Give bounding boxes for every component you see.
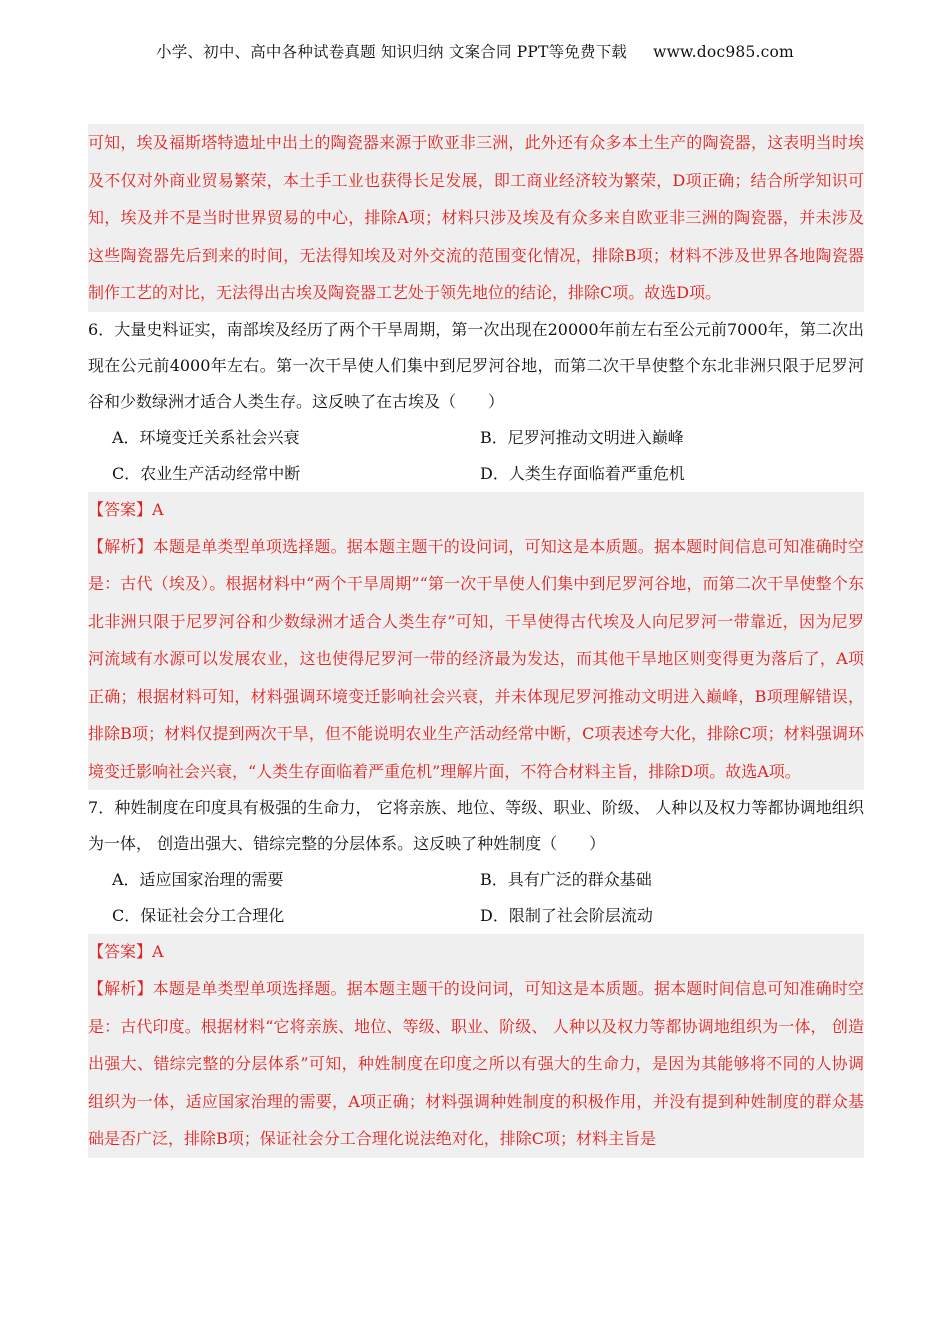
option-a: A．适应国家治理的需要 [112, 870, 284, 889]
question-stem: 6．大量史料证实，南部埃及经历了两个干旱周期，第一次出现在20000年前左右至公元前7000年，第二次出现在公元前4000年左右。第一次干旱使人们集中到尼罗河谷地，而第二次干旱使整个东北非洲只限于尼罗河谷和少数绿洲才适合人类生存。这反映了在古埃及（ ） [88, 319, 864, 411]
document-body [88, 124, 864, 1158]
answer-block [88, 492, 864, 791]
continued-explanation: 可知，埃及福斯塔特遗址中出土的陶瓷器来源于欧亚非三洲，此外还有众多本土生产的陶瓷器，这表明当时埃及不仅对外商业贸易繁荣，本土手工业也获得长足发展，即工商业经济较为繁荣，D项正确；结合所学知识可知，埃及并不是当时世界贸易的中心，排除A项；材料只涉及埃及有众多来自欧亚非三洲的陶瓷器，并未涉及这些陶瓷器先后到来的时间，无法得知埃及对外交流的范围变化情况，排除B项；材料不涉及世界各地陶瓷器制作工艺的对比，无法得出古埃及陶瓷器工艺处于领先地位的结论，排除C项。故选D项。 [88, 124, 864, 312]
analysis: 【解析】本题是单类型单项选择题。据本题主题干的设问词，可知这是本质题。据本题时间信息可知准确时空是：古代印度。根据材料“它将亲族、地位、等级、职业、阶级、 人种以及权力等都协调地组织为一体， 创造出强大、错综完整的分层体系”可知，种姓制度在印度之所以有强大的生命力，是因为其能够将不同的人协调组织为一体，适应国家治理的需要，A项正确；材料强调种姓制度的积极作用，并没有提到种姓制度的群众基础是否广泛，排除B项；保证社会分工合理化说法绝对化，排除C项；材料主旨是 [88, 979, 864, 1148]
question-7 [88, 790, 864, 1158]
question-6 [88, 312, 864, 791]
option-a: A．环境变迁关系社会兴衰 [112, 427, 300, 447]
header-url: www.doc985.com [653, 43, 794, 61]
option-d: D．限制了社会阶层流动 [480, 906, 653, 925]
option-d: D．人类生存面临着严重危机 [480, 463, 685, 483]
option-c: C．农业生产活动经常中断 [112, 463, 301, 483]
question-stem: 7．种姓制度在印度具有极强的生命力， 它将亲族、地位、等级、职业、阶级、 人种以及权力等都协调地组织为一体， 创造出强大、错综完整的分层体系。这反映了种姓制度（ ） [88, 798, 864, 853]
option-c: C．保证社会分工合理化 [112, 906, 285, 925]
options-list [88, 420, 864, 492]
header-title: 小学、初中、高中各种试卷真题 知识归纳 文案合同 PPT等免费下载 [156, 43, 628, 61]
answer-block [88, 934, 864, 1158]
answer: 【答案】A [88, 499, 164, 519]
page-header [0, 40, 950, 62]
option-b: B．尼罗河推动文明进入巅峰 [480, 427, 684, 447]
option-b: B．具有广泛的群众基础 [480, 870, 652, 889]
options-list [88, 862, 864, 934]
answer: 【答案】A [88, 942, 164, 961]
analysis: 【解析】本题是单类型单项选择题。据本题主题干的设问词，可知这是本质题。据本题时间信息可知准确时空是：古代（埃及）。根据材料中“两个干旱周期”“第一次干旱使人们集中到尼罗河谷地，而第二次干旱使整个东北非洲只限于尼罗河谷和少数绿洲才适合人类生存”可知，干旱使得古代埃及人向尼罗河一带靠近，因为尼罗河流域有水源可以发展农业，这也使得尼罗河一带的经济最为发达，而其他干旱地区则变得更为落后了，A项正确；根据材料可知，材料强调环境变迁影响社会兴衰，并未体现尼罗河推动文明进入巅峰，B项理解错误，排除B项；材料仅提到两次干旱，但不能说明农业生产活动经常中断，C项表述夸大化，排除C项；材料强调环境变迁影响社会兴衰，“人类生存面临着严重危机”理解片面，不符合材料主旨，排除D项。故选A项。 [88, 536, 864, 781]
